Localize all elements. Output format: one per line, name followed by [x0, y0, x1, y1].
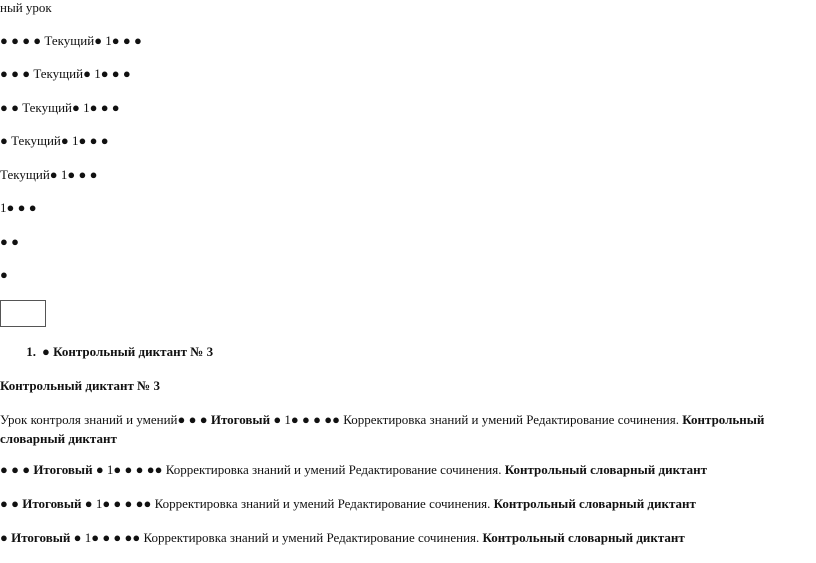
- short-row: ●: [0, 267, 8, 282]
- row-marks: ● 1● ● ● ●●: [73, 530, 141, 545]
- numbered-list-item: [0, 344, 213, 360]
- short-row: ● ●: [0, 234, 19, 249]
- row-bullets: ● ●: [0, 100, 19, 115]
- row-marks: ● 1● ● ● ●●: [84, 496, 152, 511]
- current-row: [0, 66, 131, 82]
- current-row: [0, 100, 120, 116]
- final-row: [0, 462, 707, 478]
- row-bullets: ●: [0, 530, 8, 545]
- row-label: Итоговый: [33, 462, 93, 477]
- row-dictation: Контрольный словарный диктант: [482, 530, 685, 545]
- row-bullets: ● ● ●: [0, 66, 31, 81]
- lesson-type: Урок контроля знаний и умений: [0, 412, 178, 427]
- header-text: ный урок: [0, 0, 52, 15]
- lesson-bullets: ● ● ●: [177, 412, 208, 427]
- section-heading: Контрольный диктант № 3: [0, 378, 160, 393]
- row-dictation: Контрольный словарный диктант: [504, 462, 708, 477]
- row-label: Текущий: [0, 167, 50, 182]
- row-marks: ● 1● ● ●: [94, 33, 142, 48]
- list-number: 1.: [26, 344, 36, 359]
- row-marks: ● 1● ● ●: [83, 66, 131, 81]
- row-label: Итоговый: [11, 530, 71, 545]
- row-label: Текущий: [11, 133, 61, 148]
- row-label: Текущий: [33, 66, 84, 81]
- row-bullets: ● ● ● ●: [0, 33, 42, 48]
- current-row: [0, 33, 142, 49]
- row-label: Итоговый: [22, 496, 82, 511]
- row-marks: ● 1● ● ●: [49, 167, 98, 182]
- short-row: 1● ● ●: [0, 200, 37, 215]
- row-label: Текущий: [22, 100, 72, 115]
- row-dictation: Контрольный словарный диктант: [493, 496, 696, 511]
- row-marks: ● 1● ● ●: [72, 100, 120, 115]
- final-row: [0, 496, 696, 512]
- lesson-dictation: Контрольный словарный диктант: [0, 412, 765, 446]
- row-bullets: ●: [0, 133, 8, 148]
- current-row: [0, 167, 97, 183]
- empty-cell-box: [0, 300, 46, 327]
- final-row: [0, 530, 685, 546]
- lesson-marks: ● 1● ● ● ●●: [273, 412, 340, 427]
- row-text: Корректировка знаний и умений Редактирование сочинения.: [143, 530, 480, 545]
- row-text: Корректировка знаний и умений Редактирование сочинения.: [154, 496, 491, 511]
- list-title: Контрольный диктант № 3: [53, 344, 214, 359]
- row-bullets: ● ● ●: [0, 462, 31, 477]
- row-label: Текущий: [44, 33, 95, 48]
- row-bullets: ● ●: [0, 496, 19, 511]
- row-marks: ● 1● ● ● ●●: [95, 462, 163, 477]
- row-text: Корректировка знаний и умений Редактирование сочинения.: [165, 462, 502, 477]
- current-row: [0, 133, 109, 149]
- list-bullet: ●: [42, 344, 50, 359]
- lesson-control: Итоговый: [210, 412, 271, 427]
- row-marks: ● 1● ● ●: [60, 133, 109, 148]
- lesson-text: Корректировка знаний и умений Редактирование сочинения.: [343, 412, 679, 427]
- lesson-paragraph: [0, 410, 806, 448]
